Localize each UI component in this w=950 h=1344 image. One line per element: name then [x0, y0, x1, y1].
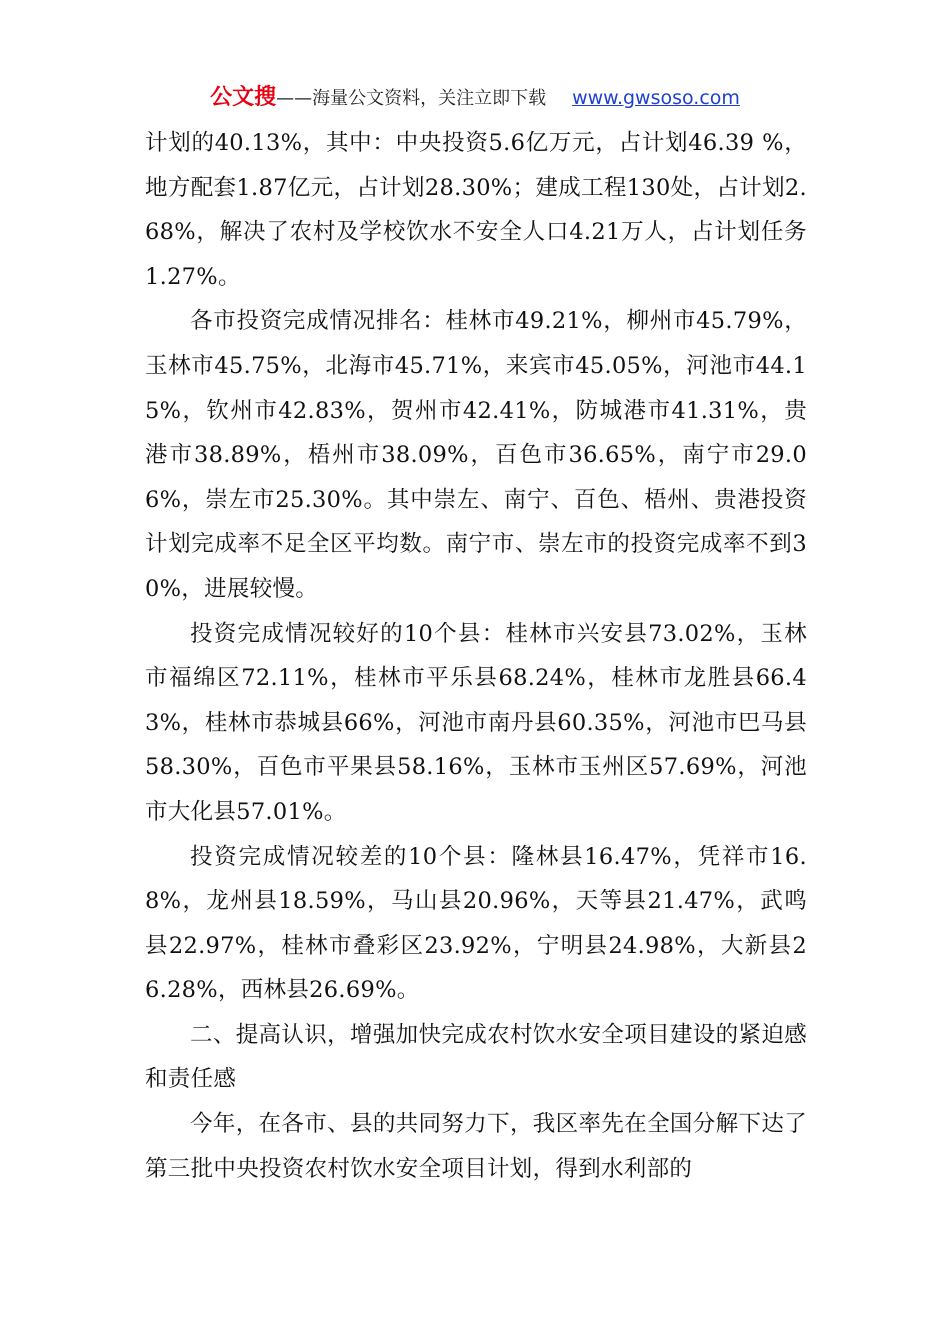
document-body: [145, 121, 807, 1191]
site-link[interactable]: www.gwsoso.com: [572, 87, 740, 109]
brand-logo-text: 公文搜: [210, 85, 277, 110]
paragraph-top-counties: 投资完成情况较好的10个县：桂林市兴安县73.02%，玉林市福绵区72.11%，桂林市平乐县68.24%，桂林市龙胜县66.43%，桂林市恭城县66%，河池市南丹县60.35%，河池市巴马县58.30%，百色市平果县58.16%，玉林市玉州区57.69%，河池市大化县57.01%。: [145, 620, 807, 825]
section-heading-2: 二、提高认识，增强加快完成农村饮水安全项目建设的紧迫感和责任感: [145, 1021, 807, 1093]
paragraph-investment-summary: 计划的40.13%，其中：中央投资5.6亿万元，占计划46.39 %，地方配套1.87亿元，占计划28.30%；建成工程130处，占计划2.68%，解决了农村及学校饮水不安全人口4.21万人，占计划任务1.27%。: [145, 130, 807, 290]
paragraph-city-ranking: 各市投资完成情况排名：桂林市49.21%，柳州市45.79%，玉林市45.75%，北海市45.71%，来宾市45.05%，河池市44.15%，钦州市42.83%，贺州市42.41%，防城港市41.31%，贵港市38.89%，梧州市38.09%，百色市36.65%，南宁市29.06%，崇左市25.30%。其中崇左、南宁、百色、梧州、贵港投资计划完成率不足全区平均数。南宁市、崇左市的投资完成率不到30%，进展较慢。: [145, 308, 807, 602]
header-tagline: ——海量公文资料，关注立即下载: [276, 88, 547, 109]
paragraph-bottom-counties: 投资完成情况较差的10个县：隆林县16.47%，凭祥市16.8%，龙州县18.59%，马山县20.96%，天等县21.47%，武鸣县22.97%，桂林市叠彩区23.92%，宁明县24.98%，大新县26.28%，西林县26.69%。: [145, 843, 807, 1004]
paragraph-this-year: 今年，在各市、县的共同努力下，我区率先在全国分解下达了第三批中央投资农村饮水安全项目计划，得到水利部的: [145, 1111, 807, 1182]
page-header: [0, 84, 950, 113]
